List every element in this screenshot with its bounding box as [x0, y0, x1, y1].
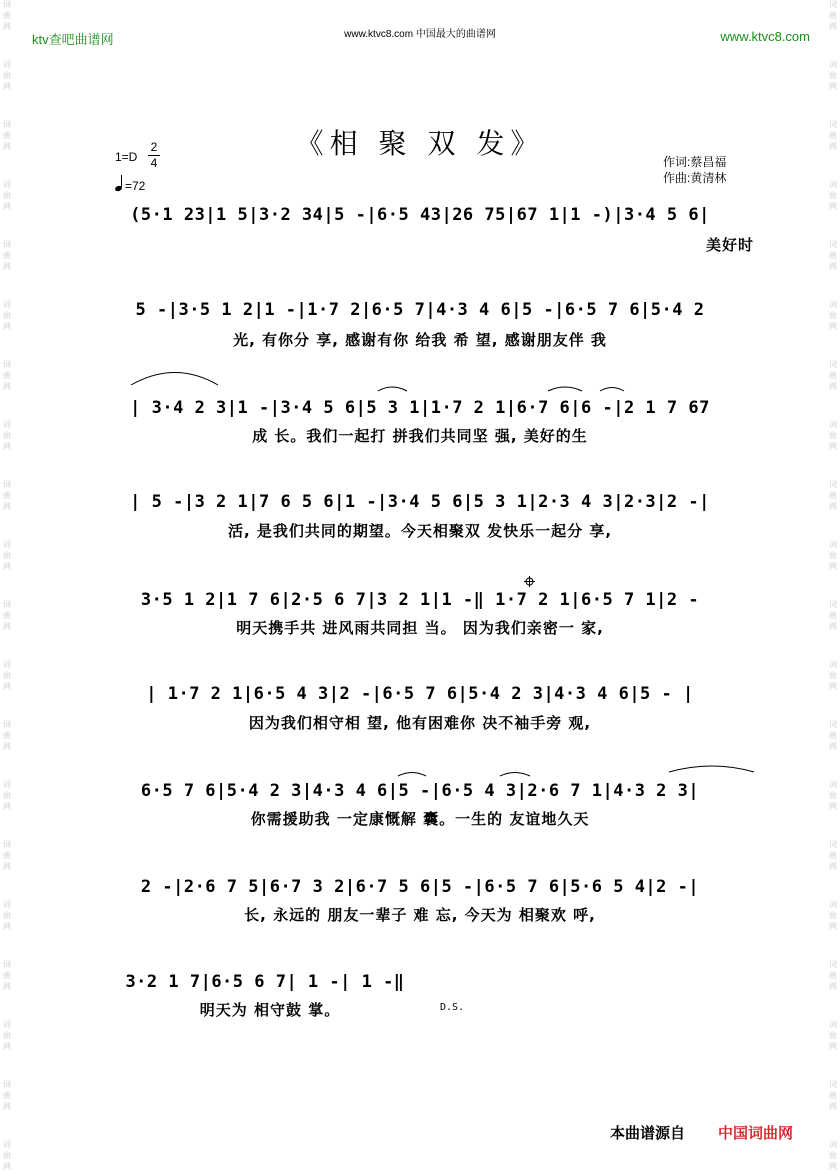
watermark-glyph: 曲 [829, 611, 837, 620]
watermark-glyph: 词 [829, 360, 837, 369]
watermark-glyph: 网 [3, 1102, 11, 1111]
watermark-glyph: 网 [829, 922, 837, 931]
composer-credit: 作曲:黄清林 [663, 171, 727, 185]
watermark-glyph: 词 [829, 480, 837, 489]
watermark-glyph: 网 [829, 382, 837, 391]
watermark-glyph: 词 [829, 60, 837, 69]
watermark-glyph: 曲 [3, 251, 11, 260]
notation-line-2: 5 -|3·5 1 2|1 -|1·7 2|6·5 7|4·3 4 6|5 -|6·5 7 6|5·4 2 [135, 300, 705, 320]
left-watermark-strip [0, 0, 14, 1169]
watermark-glyph: 网 [3, 682, 11, 691]
time-signature [148, 141, 160, 170]
watermark-glyph: 网 [829, 682, 837, 691]
watermark-glyph: 曲 [829, 851, 837, 860]
watermark-glyph: 曲 [829, 971, 837, 980]
watermark-glyph: 词 [3, 420, 11, 429]
watermark-glyph: 曲 [3, 11, 11, 20]
watermark-glyph: 词 [829, 660, 837, 669]
lyric-line-4: 活, 是我们共同的期望。今天相聚双 发快乐一起分 享, [227, 522, 613, 540]
watermark-glyph: 网 [3, 802, 11, 811]
watermark-glyph: 网 [3, 382, 11, 391]
watermark-glyph: 词 [829, 120, 837, 129]
watermark-glyph: 网 [829, 562, 837, 571]
watermark-glyph: 词 [829, 0, 837, 9]
watermark-glyph: 网 [3, 1042, 11, 1051]
watermark-glyph: 词 [829, 780, 837, 789]
watermark-glyph: 网 [829, 1042, 837, 1051]
notation-line-8: 2 -|2·6 7 5|6·7 3 2|6·7 5 6|5 -|6·5 7 6|5·6 5 4|2 -| [140, 877, 700, 897]
watermark-glyph: 网 [829, 142, 837, 151]
notation-line-1: (5·1 23|1 5|3·2 34|5 -|6·5 43|26 75|67 1|1 -)|3·4 5 6| [130, 205, 710, 225]
watermark-glyph: 曲 [829, 911, 837, 920]
slur-arc [669, 766, 754, 772]
slur-arc [500, 773, 530, 777]
notation-line-4: | 5 -|3 2 1|7 6 5 6|1 -|3·4 5 6|5 3 1|2·3 4 3|2·3|2 -| [130, 492, 710, 512]
watermark-glyph: 词 [3, 0, 11, 9]
watermark-glyph: 词 [3, 900, 11, 909]
watermark-glyph: 曲 [829, 491, 837, 500]
watermark-glyph: 网 [3, 502, 11, 511]
watermark-glyph: 曲 [3, 611, 11, 620]
notation-line-7: 6·5 7 6|5·4 2 3|4·3 4 6|5 -|6·5 4 3|2·6 7 1|4·3 2 3| [140, 781, 700, 801]
watermark-glyph: 词 [3, 720, 11, 729]
watermark-glyph: 网 [3, 142, 11, 151]
watermark-glyph: 词 [829, 960, 837, 969]
watermark-glyph: 词 [829, 1020, 837, 1029]
da-segno-mark: D.S. [440, 1002, 465, 1013]
watermark-glyph: 曲 [3, 551, 11, 560]
watermark-glyph: 词 [829, 420, 837, 429]
slur-arc [378, 387, 407, 391]
watermark-glyph: 网 [829, 862, 837, 871]
watermark-glyph: 网 [829, 982, 837, 991]
lyric-line-9: 明天为 相守鼓 掌。 [199, 1001, 341, 1019]
watermark-glyph: 曲 [829, 671, 837, 680]
watermark-glyph: 词 [3, 1140, 11, 1149]
watermark-glyph: 词 [3, 480, 11, 489]
watermark-glyph: 网 [829, 1102, 837, 1111]
tempo-marking [115, 178, 145, 193]
lyric-line-6: 因为我们相守相 望, 他有困难你 决不袖手旁 观, [248, 714, 592, 732]
watermark-glyph: 词 [829, 720, 837, 729]
watermark-glyph: 词 [829, 540, 837, 549]
watermark-glyph: 网 [3, 1162, 11, 1171]
coda-sign-icon [524, 576, 535, 587]
watermark-glyph: 曲 [3, 731, 11, 740]
watermark-glyph: 网 [3, 322, 11, 331]
notation-line-6: | 1·7 2 1|6·5 4 3|2 -|6·5 7 6|5·4 2 3|4·3 4 6|5 - | [146, 684, 694, 704]
watermark-glyph: 曲 [829, 1031, 837, 1040]
header-right-site[interactable]: www.ktvc8.com [720, 29, 810, 44]
watermark-glyph: 词 [829, 300, 837, 309]
time-signature-top: 2 [150, 140, 158, 154]
watermark-glyph: 曲 [3, 1151, 11, 1160]
watermark-glyph: 曲 [3, 131, 11, 140]
watermark-glyph: 网 [829, 202, 837, 211]
watermark-glyph: 曲 [829, 251, 837, 260]
watermark-glyph: 网 [3, 442, 11, 451]
watermark-glyph: 网 [3, 982, 11, 991]
watermark-glyph: 网 [3, 922, 11, 931]
notation-line-5: 3·5 1 2|1 7 6|2·5 6 7|3 2 1|1 -‖ 1·7 2 1|6·5 7 1|2 - [140, 590, 700, 610]
watermark-glyph: 词 [3, 540, 11, 549]
watermark-glyph: 网 [3, 862, 11, 871]
watermark-glyph: 网 [3, 22, 11, 31]
lyric-line-1: 美好时 [705, 236, 754, 254]
watermark-glyph: 词 [829, 1140, 837, 1149]
watermark-glyph: 网 [3, 562, 11, 571]
watermark-glyph: 曲 [829, 431, 837, 440]
watermark-glyph: 网 [3, 262, 11, 271]
lyric-line-8: 长, 永远的 朋友一辈子 难 忘, 今天为 相聚欢 呼, [244, 906, 596, 924]
watermark-glyph: 网 [829, 322, 837, 331]
watermark-glyph: 曲 [3, 1091, 11, 1100]
lyric-line-2: 光, 有你分 享, 感谢有你 给我 希 望, 感谢朋友伴 我 [233, 331, 607, 349]
watermark-glyph: 词 [3, 240, 11, 249]
slur-arc [548, 387, 582, 391]
watermark-glyph: 网 [829, 1162, 837, 1171]
watermark-glyph: 词 [829, 180, 837, 189]
watermark-glyph: 曲 [829, 191, 837, 200]
watermark-glyph: 网 [3, 622, 11, 631]
watermark-glyph: 网 [829, 262, 837, 271]
watermark-glyph: 曲 [3, 911, 11, 920]
watermark-glyph: 曲 [3, 971, 11, 980]
watermark-glyph: 词 [3, 60, 11, 69]
watermark-glyph: 词 [829, 600, 837, 609]
watermark-glyph: 曲 [3, 431, 11, 440]
watermark-glyph: 曲 [829, 131, 837, 140]
watermark-glyph: 曲 [3, 191, 11, 200]
watermark-glyph: 词 [3, 1080, 11, 1089]
notation-line-9: 3·2 1 7|6·5 6 7| 1 -| 1 -‖ [125, 972, 405, 992]
tempo-value: =72 [125, 179, 146, 193]
watermark-glyph: 曲 [3, 491, 11, 500]
notation-line-3: | 3·4 2 3|1 -|3·4 5 6|5 3 1|1·7 2 1|6·7 6|6 -|2 1 7 67 [130, 398, 710, 418]
watermark-glyph: 曲 [829, 1151, 837, 1160]
watermark-glyph: 词 [829, 1080, 837, 1089]
slur-arc [131, 373, 218, 386]
lyric-line-7: 你需援助我 一定康慨解 囊。一生的 友谊地久天 [250, 810, 590, 828]
watermark-glyph: 词 [3, 120, 11, 129]
watermark-glyph: 词 [3, 660, 11, 669]
watermark-glyph: 曲 [829, 311, 837, 320]
quarter-note-stem [121, 175, 122, 187]
watermark-glyph: 词 [3, 780, 11, 789]
watermark-glyph: 网 [829, 742, 837, 751]
watermark-glyph: 词 [3, 1020, 11, 1029]
lyric-line-3: 成 长。我们一起打 拼我们共同坚 强, 美好的生 [252, 427, 588, 445]
slur-arc [600, 388, 624, 392]
watermark-glyph: 词 [3, 840, 11, 849]
watermark-glyph: 曲 [829, 71, 837, 80]
header-left-site[interactable]: ktv查吧曲谱网 [32, 32, 114, 47]
watermark-glyph: 网 [829, 502, 837, 511]
watermark-glyph: 词 [3, 360, 11, 369]
lyric-line-5: 明天携手共 进风雨共同担 当。 因为我们亲密一 家, [236, 619, 604, 637]
watermark-glyph: 词 [829, 900, 837, 909]
watermark-glyph: 词 [3, 600, 11, 609]
watermark-glyph: 网 [829, 622, 837, 631]
watermark-glyph: 曲 [3, 311, 11, 320]
watermark-glyph: 网 [3, 82, 11, 91]
key-signature: 1=D [115, 150, 138, 164]
watermark-glyph: 曲 [3, 671, 11, 680]
watermark-glyph: 曲 [829, 551, 837, 560]
song-title: 《相 聚 双 发》 [295, 127, 545, 160]
watermark-glyph: 词 [3, 960, 11, 969]
footer-brand-link[interactable]: 中国词曲网 [718, 1125, 794, 1142]
watermark-glyph: 网 [829, 442, 837, 451]
watermark-glyph: 网 [829, 802, 837, 811]
watermark-glyph: 词 [829, 840, 837, 849]
watermark-glyph: 网 [829, 82, 837, 91]
slur-arc [398, 773, 426, 777]
watermark-glyph: 曲 [3, 851, 11, 860]
watermark-glyph: 词 [3, 180, 11, 189]
watermark-glyph: 曲 [829, 11, 837, 20]
watermark-glyph: 曲 [829, 371, 837, 380]
footer-source-label: 本曲谱源自 [610, 1125, 686, 1142]
watermark-glyph: 网 [829, 22, 837, 31]
lyricist-credit: 作词:蔡昌福 [663, 155, 727, 169]
watermark-glyph: 曲 [3, 371, 11, 380]
watermark-glyph: 曲 [3, 71, 11, 80]
right-watermark-strip [826, 0, 840, 1169]
watermark-glyph: 曲 [829, 731, 837, 740]
watermark-glyph: 曲 [3, 1031, 11, 1040]
watermark-glyph: 网 [3, 742, 11, 751]
watermark-glyph: 曲 [829, 1091, 837, 1100]
watermark-glyph: 曲 [829, 791, 837, 800]
watermark-glyph: 词 [829, 240, 837, 249]
time-signature-bottom: 4 [150, 156, 158, 170]
watermark-glyph: 网 [3, 202, 11, 211]
header-center-text[interactable]: www.ktvc8.com 中国最大的曲谱网 [344, 29, 496, 40]
watermark-glyph: 词 [3, 300, 11, 309]
watermark-glyph: 曲 [3, 791, 11, 800]
